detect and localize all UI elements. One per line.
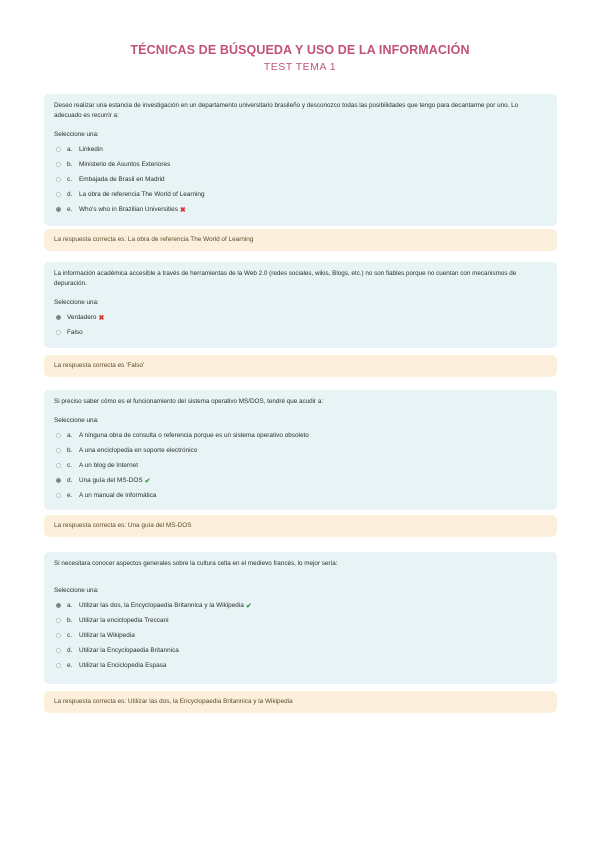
question-4-text: Si necesitara conocer aspectos generales sobre la cultura celta en el medievo francés, lo mejor sería: <box>54 560 338 567</box>
q3-option-e[interactable]: e. A un manual de informática <box>54 488 547 503</box>
q1-option-b[interactable]: b. Ministerio de Asuntos Exteriores <box>54 157 547 172</box>
q1-option-e[interactable]: e. Who's who in Brazilian Universities ✖ <box>54 202 547 217</box>
question-4-feedback: La respuesta correcta es: Utilizar las dos, la Encyclopaedia Britannica y la Wikipedia <box>44 691 557 713</box>
question-1-prompt: Seleccione una: <box>54 131 99 138</box>
radio-icon[interactable] <box>56 433 61 438</box>
question-4-card <box>44 552 557 684</box>
question-4-prompt: Seleccione una: <box>54 587 99 594</box>
q1-option-c[interactable]: c. Embajada de Brasil en Madrid <box>54 172 547 187</box>
q2-option-false[interactable]: Falso <box>54 325 547 340</box>
radio-selected-icon[interactable] <box>56 603 61 608</box>
question-1-text: Deseo realizar una estancia de investigación en un departamento universitario brasileño y desconozco todas las posibilidades que tengo para decantarme por uno. Lo adecuado es recurrir a: <box>54 102 519 119</box>
radio-icon[interactable] <box>56 330 61 335</box>
incorrect-x-icon: ✖ <box>98 314 105 322</box>
q3-option-d[interactable]: d. Una guía del MS-DOS ✔ <box>54 473 547 488</box>
question-1-feedback: La respuesta correcta es: La obra de referencia The World of Learning <box>44 229 557 251</box>
radio-icon[interactable] <box>56 493 61 498</box>
q4-option-b[interactable]: b. Utilizar la enciclopedia Treccani <box>54 613 547 628</box>
question-2-text: La información académica accesible a través de herramientas de la Web 2.0 (redes sociales, wikis, Blogs, etc.) no son fiables porque no cuentan con mecanismos de depuración. <box>54 270 517 287</box>
question-2-card <box>44 262 557 348</box>
correct-check-icon: ✔ <box>245 602 252 610</box>
radio-icon[interactable] <box>56 147 61 152</box>
radio-icon[interactable] <box>56 633 61 638</box>
q3-option-b[interactable]: b. A una enciclopedia en soporte electrónico <box>54 443 547 458</box>
q3-option-a[interactable]: a. A ninguna obra de consulta o referencia porque es un sistema operativo obsoleto <box>54 428 547 443</box>
q4-option-c[interactable]: c. Utilizar la Wikipedia <box>54 628 547 643</box>
q2-option-true[interactable]: Verdadero ✖ <box>54 310 547 325</box>
q4-option-d[interactable]: d. Utilizar la Encyclopaedia Britannica <box>54 643 547 658</box>
q1-option-a[interactable]: a. Linkedin <box>54 142 547 157</box>
question-3-feedback: La respuesta correcta es: Una guía del MS-DOS <box>44 515 557 537</box>
radio-icon[interactable] <box>56 192 61 197</box>
radio-icon[interactable] <box>56 177 61 182</box>
question-3-card <box>44 390 557 510</box>
radio-icon[interactable] <box>56 648 61 653</box>
radio-icon[interactable] <box>56 618 61 623</box>
correct-check-icon: ✔ <box>144 477 151 485</box>
question-1-card <box>44 94 557 226</box>
question-2-prompt: Seleccione una: <box>54 299 99 306</box>
q1-option-d[interactable]: d. La obra de referencia The World of Learning <box>54 187 547 202</box>
q3-option-c[interactable]: c. A un blog de Internet <box>54 458 547 473</box>
question-3-prompt: Seleccione una: <box>54 417 99 424</box>
question-3-text: Si preciso saber cómo es el funcionamiento del sistema operativo MS/DOS, tendré que acudir a: <box>54 398 324 405</box>
radio-icon[interactable] <box>56 162 61 167</box>
radio-selected-icon[interactable] <box>56 315 61 320</box>
q4-option-a[interactable]: a. Utilizar las dos, la Encyclopaedia Britannica y la Wikipedia ✔ <box>54 598 547 613</box>
radio-selected-icon[interactable] <box>56 478 61 483</box>
radio-icon[interactable] <box>56 463 61 468</box>
radio-selected-icon[interactable] <box>56 207 61 212</box>
document-subtitle: TEST TEMA 1 <box>263 61 337 73</box>
document-title: TÉCNICAS DE BÚSQUEDA Y USO DE LA INFORMACIÓN <box>130 43 470 57</box>
radio-icon[interactable] <box>56 663 61 668</box>
radio-icon[interactable] <box>56 448 61 453</box>
question-2-feedback: La respuesta correcta es 'Falso' <box>44 355 557 377</box>
incorrect-x-icon: ✖ <box>179 206 186 214</box>
q4-option-e[interactable]: e. Utilizar la Enciclopedia Espasa <box>54 658 547 673</box>
